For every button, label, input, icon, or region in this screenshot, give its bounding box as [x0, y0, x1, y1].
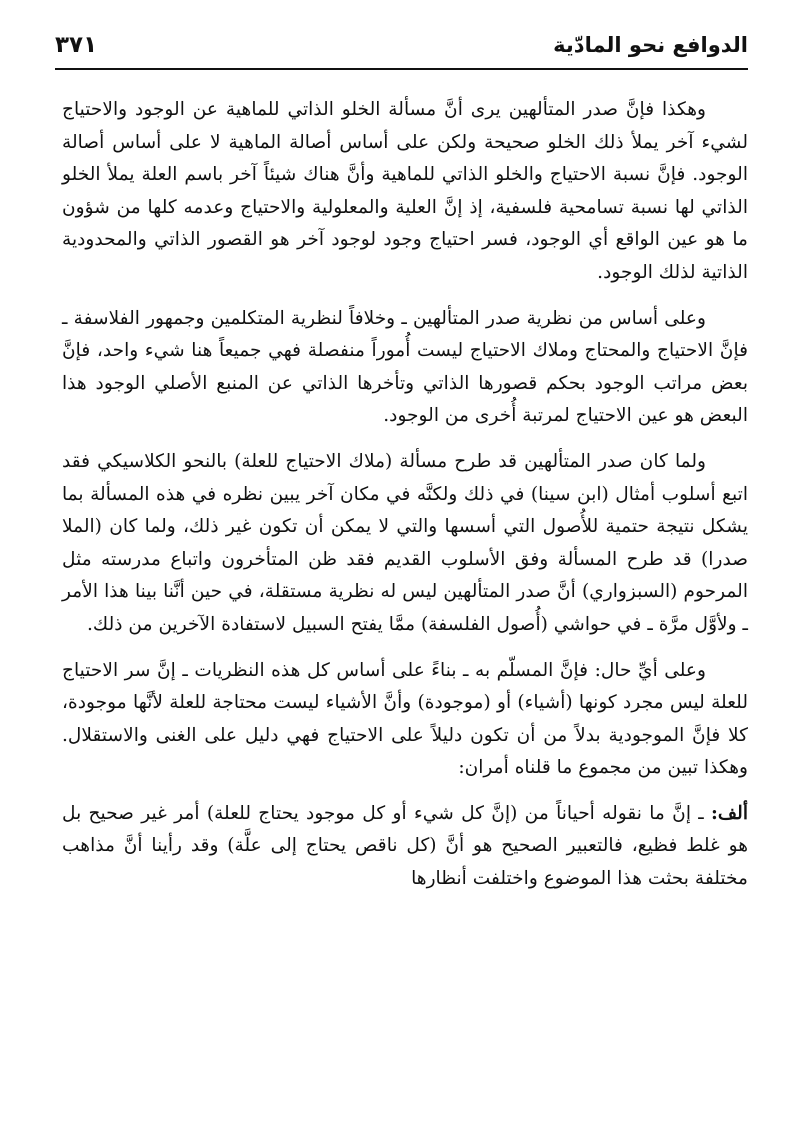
header-rule — [55, 68, 748, 70]
paragraph: وعلى أيِّ حال: فإنَّ المسلّم به ـ بناءً على أساس كل هذه النظريات ـ إنَّ سر الاحتياج للعلة ليس مجرد كونها (أشياء) أو (موجودة) وأنَّ الأشياء ليست محتاجة للعلة لأنَّها موجودة، كلا فإنَّ الموجودية بدلاً من أن تكون دليلاً على الاحتياج فهي دليل على الغنى والاستقلال. وهكذا تبين من مجموع ما قلناه أمران: — [62, 659, 748, 779]
paragraph-lead-label: ألف: — [711, 802, 748, 824]
paragraph: وعلى أساس من نظرية صدر المتألهين ـ وخلافاً لنظرية المتكلمين وجمهور الفلاسفة ـ فإنَّ الاحتياج والمحتاج وملاك الاحتياج ليست أُموراً منفصلة فهي جميعاً هنا شيء واحد، فإنَّ بعض مراتب الوجود بحكم قصورها الذاتي وتأخرها الذاتي عن المنبع الأصلي الوجود هذا البعض هو عين الاحتياج لمرتبة أُخرى من الوجود. — [62, 307, 748, 427]
body-text — [62, 94, 748, 909]
paragraph: ولما كان صدر المتألهين قد طرح مسألة (ملاك الاحتياج للعلة) بالنحو الكلاسيكي فقد اتبع أسلوب أمثال (ابن سينا) في ذلك ولكنَّه في مكان آخر يبين نظره في هذه المسألة بما يشكل نتيجة حتمية للأُصول التي أسسها والتي لا يمكن أن تكون غير ذلك، ولما كان (الملا صدرا) قد طرح المسألة وفق الأسلوب القديم فقد ظن المتأخرون واتباع مدرسته مثل المرحوم (السبزواري) أنَّ صدر المتألهين ليس له نظرية مستقلة، في حين أنَّنا بينا هذا الأمر ـ ولأوَّل مرَّة ـ في حواشي (أُصول الفلسفة) ممَّا يفتح السبيل لاستفادة الآخرين من ذلك. — [62, 450, 748, 635]
page-header — [55, 30, 748, 60]
page-number: ٣٧١ — [55, 32, 98, 58]
paragraph-alef — [62, 798, 748, 896]
paragraph-alef-text: ـ إنَّ ما نقوله أحياناً من (إنَّ كل شيء أو كل موجود يحتاج للعلة) أمر غير صحيح بل هو غلط فظيع، فالتعبير الصحيح هو أنَّ (كل ناقص يحتاج إلى علَّة) وقد رأينا أنَّ مذاهب مختلفة بحثت هذا الموضوع واختلفت أنظارها — [62, 802, 748, 890]
running-title: الدوافع نحو المادّية — [553, 33, 748, 57]
paragraph: وهكذا فإنَّ صدر المتألهين يرى أنَّ مسألة الخلو الذاتي للماهية عن الوجود والاحتياج لشيء آخر يملأ ذلك الخلو صحيحة ولكن على أساس أصالة الماهية لا على أساس أصالة الوجود. فإنَّ نسبة الاحتياج والخلو الذاتي للماهية وأنَّ هناك شيئاً آخر باسم العلة يملأ الخلو الذاتي لها نسبة تسامحية فلسفية، إذ إنَّ العلية والمعلولية والاحتياج وعدمه كلها من شؤون ما هو عين الواقع أي الوجود، فسر احتياج وجود لوجود آخر هو القصور الذاتي والمحدودية الذاتية لذلك الوجود. — [62, 99, 748, 283]
